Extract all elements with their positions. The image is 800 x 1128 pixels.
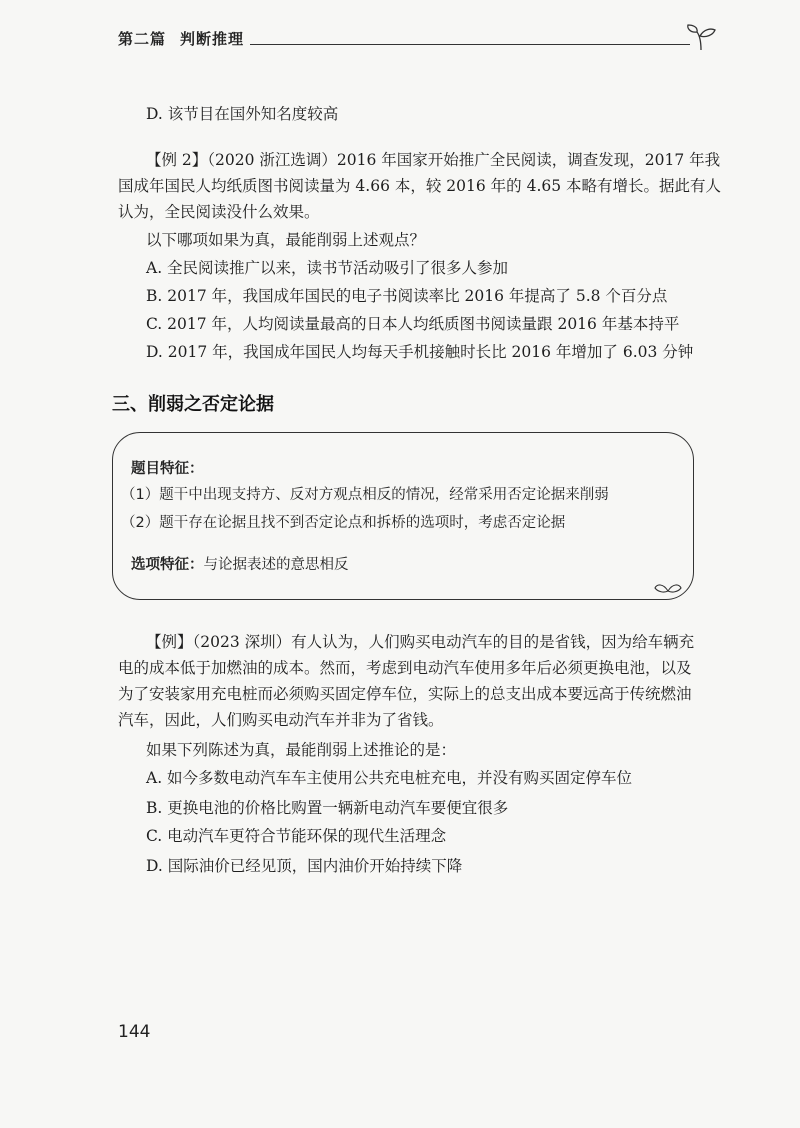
example3-option-d: D. 国际油价已经见顶，国内油价开始持续下降 [146,857,463,875]
example2-option-a: A. 全民阅读推广以来，读书节活动吸引了很多人参加 [146,259,509,277]
header-chapter: 判断推理 [180,30,245,48]
example2-option-c: C. 2017 年，人均阅读量最高的日本人均纸质图书阅读量跟 2016 年基本持平 [146,315,680,333]
example2-line3: 认为，全民阅读没什么效果。 [118,203,320,221]
example3-line2: 电的成本低于加燃油的成本。然而，考虑到电动汽车使用多年后必须更换电池，以及 [118,659,692,677]
example2-option-b: B. 2017 年，我国成年国民的电子书阅读率比 2016 年提高了 5.8 个百分点 [146,287,668,305]
stem-feature-title: 题目特征： [131,461,204,477]
prev-option-d: D. 该节目在国外知名度较高 [146,105,339,123]
option-feature-text: 与论据表述的意思相反 [203,557,349,573]
example3-option-c: C. 电动汽车更符合节能环保的现代生活理念 [146,827,447,845]
example3-line1: 【例】（2023 深圳）有人认为，人们购买电动汽车的目的是省钱，因为给车辆充 [146,633,695,651]
example2-question: 以下哪项如果为真，最能削弱上述观点？ [146,231,426,249]
option-feature-title: 选项特征： [131,557,204,573]
section-heading: 三、削弱之否定论据 [112,394,274,415]
page-number: 144 [118,1022,151,1042]
header-rule [250,44,690,45]
stem-feature-item-1: （1）题干中出现支持方、反对方观点相反的情况，经常采用否定论据来削弱 [121,487,609,503]
option-feature [131,553,349,574]
header-title [118,28,244,49]
example2-option-d: D. 2017 年，我国成年国民人均每天手机接触时长比 2016 年增加了 6.03 分钟 [146,343,694,361]
stem-feature-item-2: （2）题干存在论据且找不到否定论点和拆桥的选项时，考虑否定论据 [121,515,566,531]
example3-question: 如果下列陈述为真，最能削弱上述推论的是： [146,741,457,759]
example2-line2: 国成年国民人均纸质图书阅读量为 4.66 本，较 2016 年的 4.65 本略有增长。据此有人 [118,177,722,195]
sprout-icon [684,24,718,52]
leaf-ornament-icon [653,581,683,595]
example3-option-b: B. 更换电池的价格比购置一辆新电动汽车要便宜很多 [146,799,509,817]
example3-option-a: A. 如今多数电动汽车车主使用公共充电桩充电，并没有购买固定停车位 [146,769,633,787]
feature-box [112,432,694,600]
example3-line4: 汽车，因此，人们购买电动汽车并非为了省钱。 [118,711,444,729]
example2-line1: 【例 2】（2020 浙江选调）2016 年国家开始推广全民阅读，调查发现，2017 年我 [146,151,721,169]
page-header [118,26,718,54]
header-part: 第二篇 [118,30,167,48]
example3-line3: 为了安装家用充电桩而必须购买固定停车位，实际上的总支出成本要远高于传统燃油 [118,685,692,703]
